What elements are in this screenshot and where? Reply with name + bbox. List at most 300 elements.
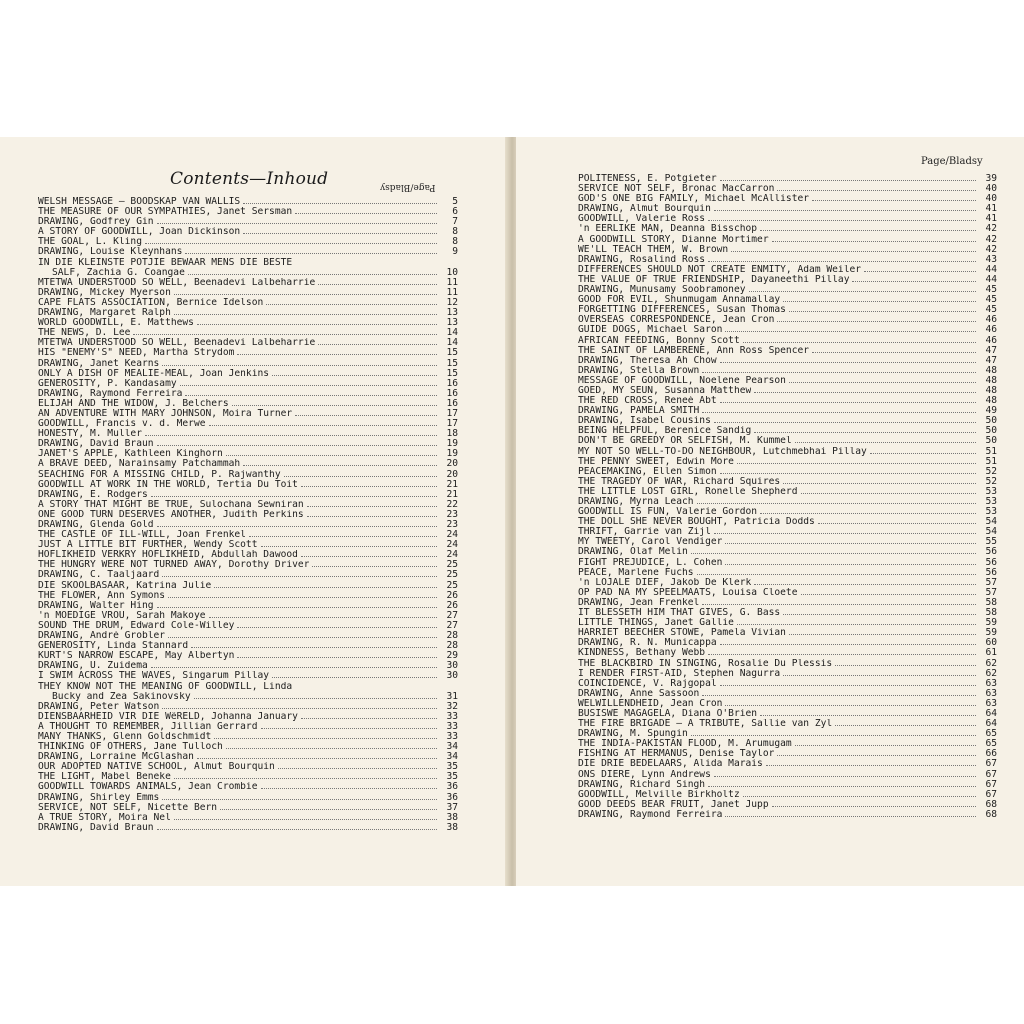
toc-entry: [578, 295, 997, 305]
dot-leader: [801, 493, 977, 494]
toc-entry-page: 58: [985, 596, 997, 608]
toc-entry-page: 52: [985, 465, 997, 477]
dot-leader: [702, 412, 976, 413]
dot-leader: [737, 624, 976, 625]
toc-entry: [38, 197, 458, 207]
toc-entry-page: 56: [985, 566, 997, 578]
dot-leader: [220, 809, 437, 810]
toc-entry-page: 33: [446, 720, 458, 732]
dot-leader: [714, 533, 976, 534]
toc-entry-page: 7: [452, 216, 458, 228]
toc-entry-title: THRIFT, Garrie van Zijl: [578, 527, 711, 538]
toc-entry-page: 57: [985, 576, 997, 588]
dot-leader: [720, 402, 976, 403]
dot-leader: [278, 768, 437, 769]
toc-entry-title: MTETWA UNDERSTOOD SO WELL, Beenadevi Lalbeharrie: [38, 338, 316, 349]
dot-leader: [237, 627, 437, 628]
toc-entry-page: 17: [446, 418, 458, 430]
toc-entry-title: ONLY A DISH OF MEALIE-MEAL, Joan Jenkins: [38, 368, 270, 379]
toc-entry: [578, 406, 997, 416]
toc-entry-title: GOED, MY SEUN, Susanna Matthew: [578, 385, 752, 396]
dot-leader: [174, 294, 437, 295]
dot-leader: [708, 220, 976, 221]
dot-leader: [777, 190, 976, 191]
toc-entry: [38, 328, 458, 338]
toc-entry-title: DRAWING, Anne Sassoon: [578, 688, 700, 699]
toc-entry-title: COINCIDENCE, V. Rajgopal: [578, 678, 717, 689]
toc-entry: [38, 348, 458, 358]
dot-leader: [185, 395, 437, 396]
toc-entry: [578, 699, 997, 709]
toc-entry-title: DRAWING, Almut Bourquin: [578, 204, 711, 215]
dot-leader: [145, 435, 437, 436]
toc-entry-title: WORLD GOODWILL, E. Matthews: [38, 318, 194, 329]
dot-leader: [284, 476, 437, 477]
toc-entry: [38, 752, 458, 762]
toc-entry-page: 9: [452, 246, 458, 258]
toc-entry-title: THE FIRE BRIGADE — A TRIBUTE, Sallie van Zyl: [578, 719, 833, 730]
toc-entry-page: 44: [985, 263, 997, 275]
toc-entry-title: MTETWA UNDERSTOOD SO WELL, Beenadevi Lalbeharrie: [38, 277, 316, 288]
toc-entry-title: DIENSBAARHEID VIR DIE WêRELD, Johanna January: [38, 711, 298, 722]
toc-entry: [578, 285, 997, 295]
toc-entry-page: 24: [446, 539, 458, 551]
toc-entry-page: 52: [985, 475, 997, 487]
toc-entry: [38, 550, 458, 560]
toc-entry-page: 21: [446, 478, 458, 490]
toc-entry-page: 44: [985, 273, 997, 285]
toc-entry: [578, 265, 997, 275]
toc-entry: [578, 638, 997, 648]
toc-entry-title: WELSH MESSAGE — BOODSKAP VAN WALLIS: [38, 197, 241, 207]
toc-entry: [38, 742, 458, 752]
toc-entry-page: 36: [446, 781, 458, 793]
toc-entry: [38, 530, 458, 540]
dot-leader: [197, 324, 437, 325]
toc-entry-title: BEING HELPFUL, Berenice Sandig: [578, 426, 752, 437]
toc-entry: [578, 608, 997, 618]
toc-entry: [38, 369, 458, 379]
toc-entry-title: DRAWING, Shirley Emms: [38, 792, 160, 803]
dot-leader: [301, 718, 437, 719]
toc-entry-title: DRAWING, Isabel Cousins: [578, 416, 711, 427]
dot-leader: [151, 496, 437, 497]
dot-leader: [318, 344, 437, 345]
toc-entry: [578, 426, 997, 436]
toc-entry: [38, 338, 458, 348]
toc-entry: [38, 379, 458, 389]
dot-leader: [209, 425, 437, 426]
dot-leader: [743, 342, 976, 343]
toc-entry: [38, 631, 458, 641]
toc-entry-page: 16: [446, 377, 458, 389]
toc-entry: [38, 641, 458, 651]
dot-leader: [777, 321, 976, 322]
toc-entry-title: 'n MOEDIGE VROU, Sarah Makoye: [38, 610, 206, 621]
dot-leader: [157, 526, 437, 527]
toc-entry: [578, 467, 997, 477]
dot-leader: [720, 180, 976, 181]
toc-entry: [38, 419, 458, 429]
toc-entry-page: 15: [446, 347, 458, 359]
toc-entry-page: 27: [446, 619, 458, 631]
toc-entry: [578, 507, 997, 517]
toc-entry: [578, 689, 997, 699]
toc-entry: [578, 790, 997, 800]
toc-entry-title: IN DIE KLEINSTE POTJIE BEWAAR MENS DIE BESTE: [38, 257, 293, 268]
dot-leader: [714, 210, 976, 211]
toc-entry-page: 40: [985, 183, 997, 195]
toc-entry-title: FIGHT PREJUDICE, L. Cohen: [578, 557, 723, 568]
toc-entry: [38, 671, 458, 681]
dot-leader: [243, 465, 437, 466]
dot-leader: [772, 241, 976, 242]
toc-entry-page: 45: [985, 294, 997, 306]
dot-leader: [714, 776, 976, 777]
dot-leader: [720, 685, 976, 686]
toc-entry-title: BUSISWE MAGAGELA, Diana O'Brien: [578, 708, 758, 719]
toc-entry-title: HONESTY, M. Muller: [38, 429, 142, 440]
dot-leader: [243, 233, 437, 234]
toc-entry-title: DRAWING, Theresa Ah Chow: [578, 355, 717, 366]
toc-entry-page: 68: [985, 798, 997, 810]
dot-leader: [197, 758, 437, 759]
dot-leader: [174, 314, 437, 315]
dot-leader: [295, 415, 437, 416]
contents-list-left: [38, 197, 458, 833]
toc-entry-page: 13: [446, 317, 458, 329]
toc-entry: [38, 581, 458, 591]
toc-entry: [38, 772, 458, 782]
dot-leader: [760, 513, 976, 514]
toc-entry: [578, 709, 997, 719]
dot-leader: [162, 576, 437, 577]
dot-leader: [772, 806, 976, 807]
toc-entry-title: PEACE, Marlene Fuchs: [578, 567, 694, 578]
toc-entry: [578, 336, 997, 346]
dot-leader: [261, 728, 438, 729]
toc-entry-page: 48: [985, 395, 997, 407]
dot-leader: [725, 705, 976, 706]
toc-entry-title: MANY THANKS, Glenn Goldschmidt: [38, 731, 212, 742]
toc-entry: [578, 598, 997, 608]
dot-leader: [743, 796, 976, 797]
toc-entry-title: DRAWING, Raymond Ferreira: [578, 809, 723, 820]
dot-leader: [812, 352, 976, 353]
dot-leader: [151, 667, 437, 668]
dot-leader: [249, 536, 437, 537]
toc-entry-title: LITTLE THINGS, Janet Gallie: [578, 618, 734, 629]
toc-entry: [38, 207, 458, 217]
toc-entry-page: 34: [446, 741, 458, 753]
dot-leader: [754, 432, 976, 433]
toc-entry-title: THE RED CROSS, Reneé Abt: [578, 396, 717, 407]
toc-entry-page: 36: [446, 791, 458, 803]
dot-leader: [243, 203, 437, 204]
toc-entry-title: DRAWING, Raymond Ferreira: [38, 388, 183, 399]
toc-entry-page: 35: [446, 761, 458, 773]
toc-entry-title: THE BLACKBIRD IN SINGING, Rosalie Du Plessis: [578, 658, 833, 669]
toc-entry-title: HOFLIKHEID VERKRY HOFLIKHEID, Abdullah Dawood: [38, 550, 298, 561]
toc-entry: [38, 480, 458, 490]
toc-entry-page: 48: [985, 374, 997, 386]
toc-entry-title: SOUND THE DRUM, Edward Cole-Willey: [38, 620, 235, 631]
toc-entry-page: 33: [446, 730, 458, 742]
toc-entry-page: 46: [985, 324, 997, 336]
dot-leader: [720, 473, 976, 474]
dot-leader: [783, 483, 976, 484]
toc-entry-page: 67: [985, 768, 997, 780]
toc-entry-title: WE'LL TEACH THEM, W. Brown: [578, 244, 729, 255]
toc-entry-title: THE MEASURE OF OUR SYMPATHIES, Janet Sersman: [38, 207, 293, 218]
toc-entry-page: 25: [446, 569, 458, 581]
toc-entry-page: 8: [452, 226, 458, 238]
dot-leader: [237, 354, 437, 355]
toc-entry-page: 12: [446, 296, 458, 308]
toc-entry: [578, 416, 997, 426]
toc-entry-title: A STORY OF GOODWILL, Joan Dickinson: [38, 227, 241, 238]
toc-entry-page: 46: [985, 334, 997, 346]
toc-entry-page: 50: [985, 415, 997, 427]
toc-entry-title: THE FLOWER, Ann Symons: [38, 590, 166, 601]
toc-entry-title: DRAWING, M. Spungin: [578, 729, 688, 740]
toc-entry-page: 23: [446, 508, 458, 520]
toc-entry-page: 47: [985, 344, 997, 356]
dot-leader: [162, 365, 437, 366]
toc-entry-title: THE VALUE OF TRUE FRIENDSHIP, Dayaneethi Pillay: [578, 274, 850, 285]
toc-entry-title: HARRIET BEECHER STOWE, Pamela Vivian: [578, 628, 786, 639]
dot-leader: [812, 200, 976, 201]
toc-entry-title: KURT'S NARROW ESCAPE, May Albertyn: [38, 651, 235, 662]
toc-entry-page: 62: [985, 667, 997, 679]
toc-entry-title: DRAWING, Myrna Leach: [578, 497, 694, 507]
toc-entry-title: THE LIGHT, Mabel Beneke: [38, 772, 171, 783]
toc-entry-page: 42: [985, 243, 997, 255]
toc-entry-page: 51: [985, 445, 997, 457]
toc-entry-page: 20: [446, 468, 458, 480]
toc-entry-title: DRAWING, Janet Kearns: [38, 358, 160, 369]
toc-entry-page: 54: [985, 516, 997, 528]
toc-entry-title: MY TWEETY, Carol Vendiger: [578, 537, 723, 548]
dot-leader: [180, 385, 437, 386]
dot-leader: [789, 634, 976, 635]
toc-entry: [38, 510, 458, 520]
toc-entry-title: DRAWING, R. N. Municappa: [578, 638, 717, 649]
contents-title: Contents—Inhoud: [170, 169, 329, 189]
dot-leader: [194, 698, 437, 699]
dot-leader: [157, 223, 437, 224]
toc-entry-page: 60: [985, 637, 997, 649]
toc-entry-title: DRAWING, Glenda Gold: [38, 520, 154, 530]
dot-leader: [702, 695, 976, 696]
dot-leader: [318, 284, 437, 285]
dot-leader: [697, 574, 976, 575]
dot-leader: [185, 253, 437, 254]
toc-entry: [38, 762, 458, 772]
toc-entry: [578, 669, 997, 679]
toc-entry: [38, 722, 458, 732]
toc-entry-page: 24: [446, 549, 458, 561]
toc-entry-title: THE SAINT OF LAMBERENE, Ann Ross Spencer: [578, 345, 810, 356]
toc-entry: [578, 780, 997, 790]
toc-entry: [578, 810, 997, 820]
toc-entry: [578, 568, 997, 578]
toc-entry-title: DIFFERENCES SHOULD NOT CREATE ENMITY, Adam Weiler: [578, 264, 862, 275]
dot-leader: [766, 765, 976, 766]
toc-entry-page: 32: [446, 700, 458, 712]
dot-leader: [725, 564, 976, 565]
toc-entry-title: PEACEMAKING, Ellen Simon: [578, 466, 717, 477]
dot-leader: [864, 271, 976, 272]
dot-leader: [754, 392, 976, 393]
toc-entry-page: 63: [985, 687, 997, 699]
toc-entry-page: 11: [446, 286, 458, 298]
dot-leader: [214, 587, 437, 588]
toc-entry: [38, 429, 458, 439]
dot-leader: [226, 455, 437, 456]
toc-entry: [38, 490, 458, 500]
toc-entry: [38, 682, 458, 692]
dot-leader: [708, 261, 976, 262]
dot-leader: [162, 799, 437, 800]
toc-entry-title: DRAWING, Lorraine McGlashan: [38, 752, 194, 763]
toc-entry: [38, 217, 458, 227]
dot-leader: [702, 604, 976, 605]
toc-entry-title: THE HUNGRY WERE NOT TURNED AWAY, Dorothy Driver: [38, 560, 310, 571]
toc-entry-page: 27: [446, 609, 458, 621]
toc-entry-page: 64: [985, 707, 997, 719]
dot-leader: [835, 665, 976, 666]
toc-entry-title: DIE SKOOLBASAAR, Katrina Julie: [38, 580, 212, 591]
toc-entry-page: 40: [985, 193, 997, 205]
toc-entry-title: GOODWILL IS FUN, Valerie Gordon: [578, 507, 758, 518]
toc-entry-title: FISHING AT HERMANUS, Denise Taylor: [578, 749, 775, 760]
toc-entry-title: ONS DIERE, Lynn Andrews: [578, 769, 711, 780]
toc-entry-page: 67: [985, 778, 997, 790]
toc-entry-page: 66: [985, 748, 997, 760]
toc-entry: [38, 793, 458, 803]
toc-entry-page: 65: [985, 738, 997, 750]
toc-entry-page: 21: [446, 488, 458, 500]
toc-entry: [38, 308, 458, 318]
dot-leader: [237, 657, 437, 658]
toc-entry: [38, 318, 458, 328]
page-column-header: Page/Bladsy: [921, 156, 983, 167]
toc-entry-page: 29: [446, 650, 458, 662]
dot-leader: [133, 334, 437, 335]
toc-entry: [38, 409, 458, 419]
toc-entry: [38, 268, 458, 278]
toc-entry: [578, 659, 997, 669]
dot-leader: [708, 654, 976, 655]
toc-entry-title: DON'T BE GREEDY OR SELFISH, M. Kummel: [578, 436, 792, 447]
toc-entry-page: 38: [446, 821, 458, 833]
toc-entry-title: GOODWILL, Francis v. d. Merwe: [38, 419, 206, 430]
toc-entry-title: JANET'S APPLE, Kathleen Kinghorn: [38, 449, 223, 460]
toc-entry-title: DRAWING, Peter Watson: [38, 701, 160, 712]
toc-entry: [578, 366, 997, 376]
toc-entry-page: 15: [446, 357, 458, 369]
dot-leader: [188, 274, 437, 275]
toc-entry: [38, 611, 458, 621]
toc-entry-title: GOODWILL, Melville Birkholtz: [578, 789, 740, 800]
toc-entry: [578, 356, 997, 366]
dot-leader: [214, 738, 437, 739]
toc-entry-title: A BRAVE DEED, Narainsamy Patchammah: [38, 459, 241, 470]
toc-entry: [38, 298, 458, 308]
toc-entry: [38, 389, 458, 399]
toc-entry-title: GOODWILL, Valerie Ross: [578, 214, 706, 225]
toc-entry-title: DRAWING, André Grobler: [38, 631, 166, 642]
toc-entry-page: 16: [446, 387, 458, 399]
toc-entry-page: 61: [985, 647, 997, 659]
dot-leader: [818, 523, 976, 524]
toc-entry-title: DRAWING, Margaret Ralph: [38, 308, 171, 319]
toc-entry: [578, 325, 997, 335]
dot-leader: [301, 486, 437, 487]
toc-entry-page: 48: [985, 364, 997, 376]
dot-leader: [720, 644, 976, 645]
toc-entry: [38, 803, 458, 813]
toc-entry: [578, 376, 997, 386]
toc-entry: [578, 224, 997, 234]
dot-leader: [174, 819, 437, 820]
toc-entry: [38, 782, 458, 792]
toc-entry: [38, 591, 458, 601]
toc-entry-page: 50: [985, 425, 997, 437]
toc-entry: [578, 255, 997, 265]
toc-entry-title: DRAWING, Munusamy Soobramoney: [578, 285, 746, 296]
toc-entry-title: THE GOAL, L. Kling: [38, 237, 142, 248]
toc-entry: [578, 174, 997, 184]
toc-entry-title: SERVICE, NOT SELF, Nicette Bern: [38, 802, 218, 813]
dot-leader: [725, 331, 976, 332]
toc-entry-page: 15: [446, 367, 458, 379]
toc-entry: [578, 679, 997, 689]
toc-entry-page: 11: [446, 276, 458, 288]
dot-leader: [754, 584, 976, 585]
toc-entry: [38, 237, 458, 247]
toc-entry-page: 16: [446, 397, 458, 409]
dot-leader: [191, 647, 437, 648]
toc-entry-title: THE DOLL SHE NEVER BOUGHT, Patricia Dodds: [578, 517, 815, 528]
toc-entry-page: 67: [985, 788, 997, 800]
toc-entry: [38, 439, 458, 449]
toc-entry: [578, 487, 997, 497]
toc-entry-page: 20: [446, 458, 458, 470]
toc-entry-title: DRAWING, Walter Hing: [38, 600, 154, 611]
toc-entry-page: 65: [985, 728, 997, 740]
toc-entry: [578, 739, 997, 749]
toc-entry-title: GENEROSITY, Linda Stannard: [38, 641, 189, 652]
toc-entry-title: THE LITTLE LOST GIRL, Ronelle Shepherd: [578, 486, 798, 497]
dot-leader: [714, 422, 976, 423]
toc-entry: [38, 449, 458, 459]
toc-entry: [38, 288, 458, 298]
toc-entry-page: 28: [446, 640, 458, 652]
toc-entry: [38, 570, 458, 580]
toc-entry: [38, 227, 458, 237]
dot-leader: [157, 607, 437, 608]
toc-entry-page: 53: [985, 506, 997, 518]
toc-entry-page: 45: [985, 304, 997, 316]
toc-entry-page: 42: [985, 233, 997, 245]
toc-entry-title: 'n LOJALE DIEF, Jakob De Klerk: [578, 577, 752, 588]
toc-entry-page: 50: [985, 435, 997, 447]
toc-entry-title: DRAWING, Mickey Myerson: [38, 287, 171, 298]
toc-entry-title: DIE DRIE BEDELAARS, Alida Marais: [578, 759, 763, 770]
toc-entry-title: THE CASTLE OF ILL-WILL, Joan Frenkel: [38, 530, 246, 541]
